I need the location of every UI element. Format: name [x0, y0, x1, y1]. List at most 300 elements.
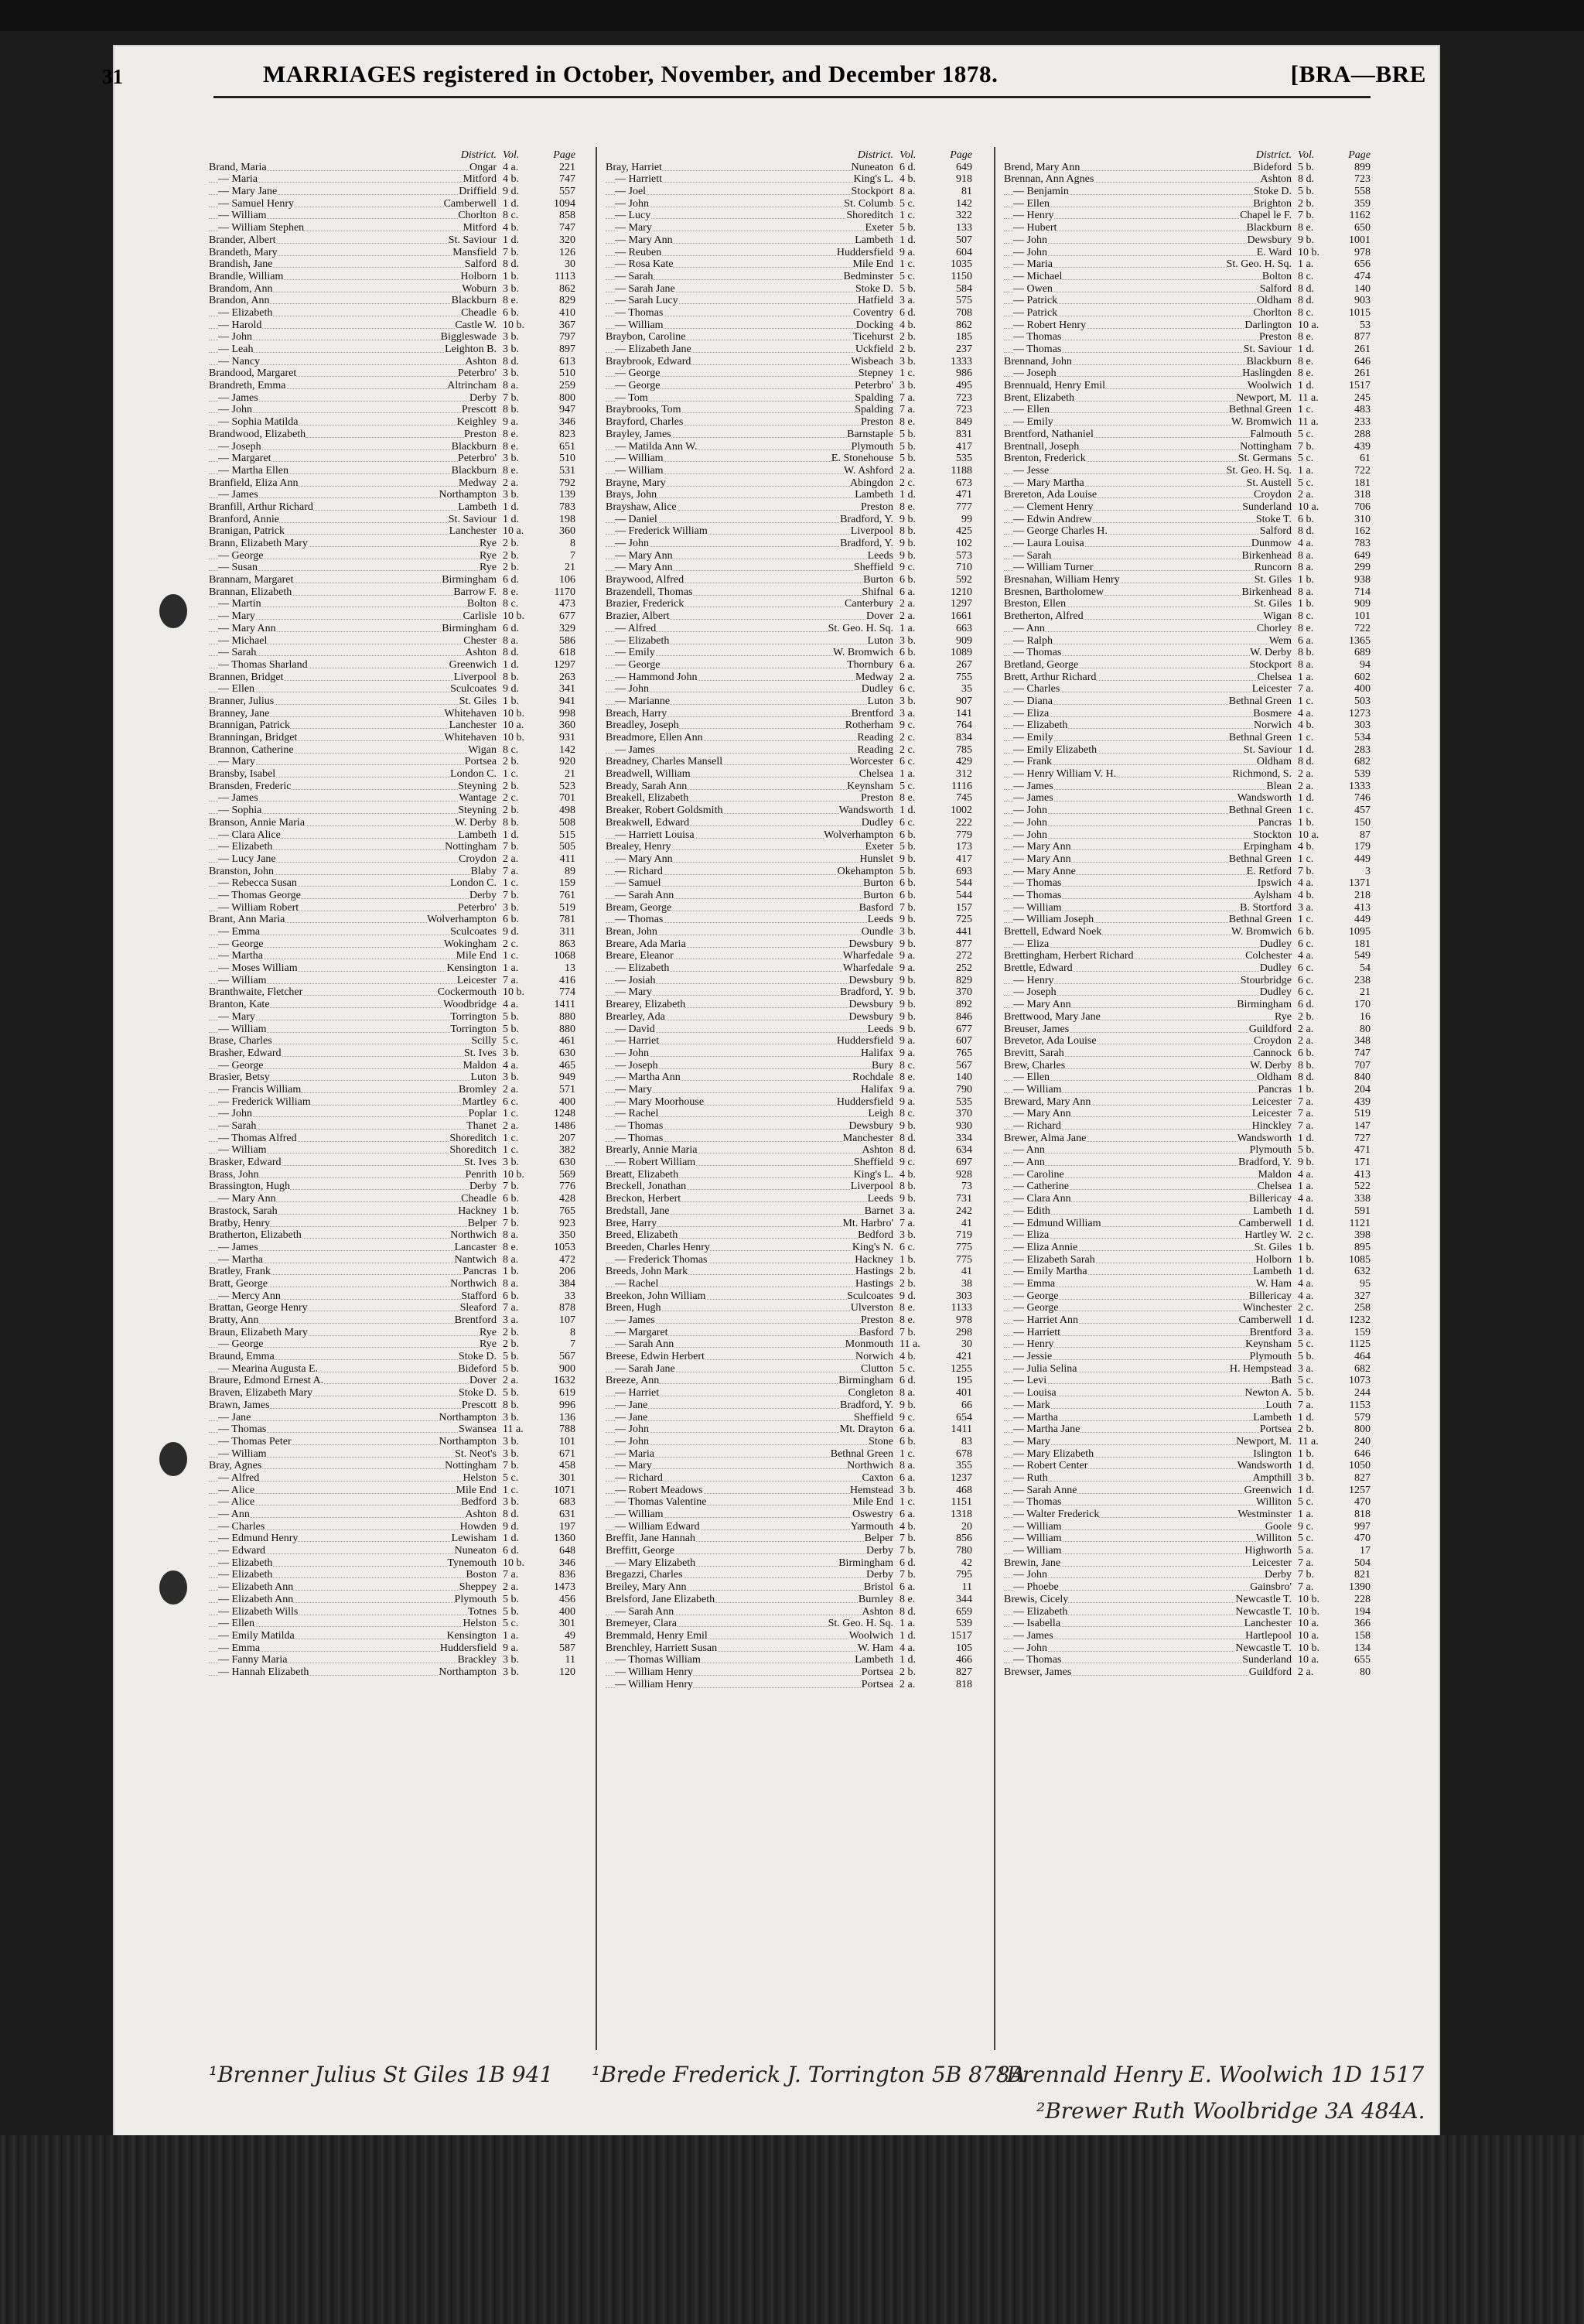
entry-volume: 9 b.: [900, 1193, 934, 1205]
entry-district: E. Stonehouse: [831, 453, 893, 465]
entry-volume: 8 e.: [900, 1302, 934, 1314]
index-entry: [209, 732, 575, 744]
entry-volume: 7 a.: [503, 866, 537, 878]
entry-district: Whitehaven: [444, 732, 497, 743]
entry-name: — Ellen: [1013, 404, 1050, 416]
entry-district: Sheppey: [459, 1581, 497, 1594]
entry-page: 1297: [937, 598, 972, 610]
entry-district: Sunderland: [1242, 501, 1292, 513]
entry-name: — James: [218, 391, 258, 404]
entry-page: 634: [937, 1144, 972, 1157]
entry-volume: 6 b.: [900, 829, 934, 842]
entry-volume: 8 e.: [1298, 331, 1332, 343]
entry-page: 849: [937, 416, 972, 429]
entry-district: B. Stortford: [1240, 901, 1292, 914]
entry-district: Portsea: [861, 1666, 893, 1678]
index-entry: [606, 343, 972, 356]
entry-page: 1360: [540, 1533, 575, 1545]
entry-district: Bradford, Y.: [840, 1399, 893, 1411]
entry-volume: 1 a.: [503, 962, 537, 975]
index-entry: [1004, 1193, 1371, 1205]
entry-volume: 10 b.: [1298, 247, 1332, 259]
entry-page: 997: [1335, 1521, 1371, 1533]
entry-name: — Mary Ann: [615, 234, 673, 246]
entry-volume: 1 c.: [900, 258, 934, 271]
entry-volume: 3 b.: [503, 1157, 537, 1169]
index-entry: [606, 768, 972, 781]
entry-name: Brazendell, Thomas: [606, 586, 693, 598]
index-entry: [209, 562, 575, 574]
entry-name: — Jane: [218, 1411, 251, 1423]
entry-page: 779: [937, 829, 972, 842]
entry-name: — Elizabeth Jane: [615, 343, 691, 355]
entry-district: Peterbro': [458, 367, 497, 380]
entry-page: 16: [1335, 1011, 1371, 1024]
entry-district: Plymouth: [1249, 1144, 1292, 1157]
entry-volume: 3 b.: [900, 1485, 934, 1497]
entry-volume: 4 b.: [900, 1351, 934, 1363]
entry-page: 197: [540, 1521, 575, 1533]
entry-page: 880: [540, 1011, 575, 1024]
entry-district: Chorlton: [1253, 306, 1292, 319]
entry-volume: 1 d.: [1298, 380, 1332, 392]
entry-volume: 8 b.: [900, 1181, 934, 1193]
entry-name: — Mary Elizabeth: [615, 1557, 696, 1569]
index-entry: [606, 1157, 972, 1169]
entry-name: Brayley, James: [606, 428, 671, 440]
entry-volume: 3 b.: [503, 343, 537, 356]
entry-page: 327: [1335, 1290, 1371, 1303]
entry-name: — Sarah Ann: [615, 889, 674, 901]
entry-volume: 3 a.: [900, 708, 934, 720]
entry-district: Darlington: [1244, 319, 1292, 331]
entry-district: Spalding: [855, 391, 893, 404]
index-entry: [1004, 1666, 1371, 1679]
index-entry: [1004, 416, 1371, 429]
entry-volume: 8 a.: [503, 380, 537, 392]
index-entry: [606, 429, 972, 441]
index-entry: [606, 173, 972, 186]
entry-page: 535: [937, 453, 972, 465]
entry-name: Brandwood, Elizabeth: [209, 428, 306, 440]
entry-name: — Alice: [218, 1484, 255, 1496]
entry-page: 531: [540, 465, 575, 477]
index-entry: [209, 1569, 575, 1581]
entry-name: Breckell, Jonathan: [606, 1181, 687, 1193]
entry-name: Brayford, Charles: [606, 416, 684, 429]
entry-volume: 8 e.: [900, 1071, 934, 1084]
entry-page: 341: [540, 683, 575, 695]
index-entry: [606, 404, 972, 416]
index-entry: [209, 1133, 575, 1145]
entry-name: — John: [1013, 805, 1047, 817]
entry-volume: 10 a.: [1298, 501, 1332, 514]
index-entry: [1004, 247, 1371, 259]
entry-volume: 5 c.: [503, 1618, 537, 1630]
entry-page: 535: [937, 1096, 972, 1109]
entry-district: Luton: [867, 695, 893, 707]
entry-volume: 8 d.: [900, 1606, 934, 1618]
entry-volume: 2 c.: [900, 477, 934, 490]
entry-name: — George Charles H.: [1013, 525, 1108, 538]
entry-page: 237: [937, 343, 972, 356]
entry-name: — James: [615, 743, 655, 756]
entry-name: — Charles: [1013, 683, 1060, 695]
entry-district: Howden: [459, 1520, 497, 1533]
entry-district: Rye: [480, 1338, 497, 1351]
index-entry: [209, 550, 575, 562]
entry-volume: 5 c.: [900, 271, 934, 283]
index-entry: [606, 1460, 972, 1472]
entry-volume: 6 b.: [900, 647, 934, 659]
entry-district: Dudley: [1259, 986, 1292, 999]
index-entry: [606, 320, 972, 332]
index-entry: [1004, 514, 1371, 526]
entry-name: Branston, John: [209, 865, 274, 877]
entry-page: 1151: [937, 1496, 972, 1509]
entry-volume: 8 d.: [900, 1144, 934, 1157]
entry-volume: 3 b.: [1298, 1472, 1332, 1485]
entry-name: Breston, Ellen: [1004, 598, 1067, 610]
entry-name: — Samuel Henry: [218, 197, 294, 210]
entry-district: Penrith: [465, 1168, 497, 1181]
entry-district: Newcastle T.: [1235, 1642, 1292, 1654]
index-entry: [606, 853, 972, 866]
entry-name: Bremmald, Henry Emil: [606, 1629, 708, 1642]
entry-name: Brereton, Ada Louise: [1004, 489, 1098, 501]
entry-page: 1517: [1335, 380, 1371, 392]
entry-name: Breuser, James: [1004, 1023, 1070, 1035]
entry-name: — Thomas: [615, 914, 664, 926]
entry-page: 471: [1335, 1144, 1371, 1157]
entry-volume: 3 a.: [1298, 1327, 1332, 1339]
entry-volume: 5 c.: [900, 1363, 934, 1376]
entry-name: Breakwell, Edward: [606, 816, 690, 829]
index-entry: [606, 1412, 972, 1424]
entry-page: 94: [1335, 659, 1371, 672]
entry-page: 242: [937, 1205, 972, 1218]
entry-volume: 6 b.: [900, 877, 934, 890]
entry-volume: 5 b.: [900, 453, 934, 465]
index-entry: [606, 1096, 972, 1109]
index-entry: [209, 1327, 575, 1339]
entry-page: 360: [540, 719, 575, 732]
entry-page: 384: [540, 1278, 575, 1290]
entry-name: Brelsford, Jane Elizabeth: [606, 1593, 715, 1605]
entry-page: 725: [937, 914, 972, 926]
entry-page: 683: [540, 1496, 575, 1509]
entry-page: 465: [540, 1060, 575, 1072]
entry-page: 198: [540, 514, 575, 526]
entry-name: — Elizabeth Sarah: [1013, 1253, 1095, 1266]
entry-page: 795: [937, 1569, 972, 1581]
index-entry: [1004, 1108, 1371, 1120]
entry-name: Brasier, Betsy: [209, 1071, 270, 1084]
entry-name: — Ann: [218, 1509, 250, 1520]
entry-volume: 5 c.: [503, 1035, 537, 1048]
entry-district: Oldham: [1256, 1071, 1292, 1084]
entry-district: Exeter: [865, 841, 893, 853]
entry-page: 99: [937, 514, 972, 526]
index-entry: [606, 890, 972, 902]
entry-name: Brant, Ann Maria: [209, 914, 285, 926]
entry-page: 41: [937, 1266, 972, 1278]
entry-name: — James: [218, 489, 258, 501]
index-entry: [606, 1327, 972, 1339]
entry-name: — William: [218, 210, 267, 222]
index-entry: [1004, 1594, 1371, 1606]
index-entry: [606, 1060, 972, 1072]
entry-page: 677: [937, 1024, 972, 1036]
entry-page: 400: [1335, 683, 1371, 695]
entry-page: 359: [1335, 198, 1371, 210]
entry-page: 996: [540, 1400, 575, 1412]
entry-name: — Laura Louisa: [1013, 538, 1084, 549]
entry-volume: 10 b.: [1298, 1606, 1332, 1618]
index-entry: [606, 380, 972, 392]
entry-page: 508: [540, 817, 575, 829]
index-entry: [209, 708, 575, 720]
entry-district: Stoke D.: [855, 282, 893, 295]
entry-name: Branney, Jane: [209, 707, 270, 719]
column-header-row: [606, 149, 972, 162]
entry-name: — James: [218, 1241, 258, 1253]
index-entry: [606, 1448, 972, 1461]
entry-page: 441: [937, 926, 972, 938]
entry-page: 659: [937, 1606, 972, 1618]
entry-district: Wandsworth: [1237, 792, 1292, 805]
entry-page: 417: [937, 441, 972, 453]
index-entry: [606, 1630, 972, 1642]
entry-page: 746: [1335, 792, 1371, 805]
entry-volume: 1 c.: [900, 1448, 934, 1461]
entry-district: Peterbro': [458, 453, 497, 465]
entry-volume: 6 a.: [900, 1472, 934, 1485]
entry-volume: 1 c.: [1298, 914, 1332, 926]
entry-name: Branigan, Patrick: [209, 525, 285, 538]
entry-page: 827: [1335, 1472, 1371, 1485]
entry-name: Breeden, Charles Henry: [606, 1241, 710, 1253]
index-entry: [1004, 1618, 1371, 1630]
entry-page: 181: [1335, 477, 1371, 490]
entry-district: Bedminster: [843, 270, 893, 282]
entry-page: 401: [937, 1387, 972, 1400]
entry-district: Colchester: [1245, 950, 1292, 962]
entry-district: Blackburn: [451, 440, 497, 453]
entry-page: 106: [540, 574, 575, 586]
index-entry: [209, 234, 575, 247]
entry-volume: 6 b.: [503, 1290, 537, 1303]
entry-name: — James: [615, 1314, 655, 1326]
entry-district: Luton: [470, 1071, 497, 1084]
entry-page: 348: [1335, 1035, 1371, 1048]
entry-page: 142: [937, 198, 972, 210]
index-entry: [606, 392, 972, 405]
entry-volume: 1 b.: [1298, 1084, 1332, 1096]
entry-name: — Sarah: [218, 1120, 257, 1132]
entry-district: Burton: [863, 877, 893, 890]
entry-page: 495: [937, 380, 972, 392]
entry-name: — Mary Ann: [1013, 1108, 1071, 1120]
entry-volume: 1 b.: [503, 695, 537, 708]
entry-page: 827: [937, 1666, 972, 1679]
entry-page: 1002: [937, 805, 972, 817]
dot-leader: [606, 392, 893, 402]
entry-volume: 1 b.: [1298, 1254, 1332, 1266]
entry-page: 221: [540, 162, 575, 174]
entry-volume: 9 c.: [900, 1157, 934, 1169]
entry-volume: 8 c.: [503, 210, 537, 222]
entry-district: Holborn: [1255, 1253, 1292, 1266]
entry-volume: 1 d.: [503, 514, 537, 526]
entry-district: Northampton: [439, 489, 497, 501]
index-entry: [209, 1108, 575, 1120]
entry-district: W. Ham: [1255, 1277, 1292, 1290]
entry-district: Hatfield: [858, 295, 893, 307]
index-entry: [1004, 1254, 1371, 1266]
index-entry: [209, 1338, 575, 1351]
entry-name: — David: [615, 1023, 655, 1035]
index-entry: [209, 1400, 575, 1412]
entry-volume: 9 c.: [900, 719, 934, 732]
entry-page: 1116: [937, 781, 972, 793]
index-entry: [209, 647, 575, 659]
entry-page: 272: [937, 950, 972, 962]
entry-page: 862: [937, 320, 972, 332]
index-entry: [1004, 1654, 1371, 1666]
index-entry: [606, 817, 972, 829]
entry-district: Newport, M.: [1236, 1435, 1292, 1447]
entry-page: 207: [540, 1133, 575, 1145]
entry-district: Ongar: [469, 161, 497, 173]
entry-page: 619: [540, 1387, 575, 1400]
index-entry: [1004, 538, 1371, 550]
entry-page: 1050: [1335, 1460, 1371, 1472]
index-entry: [209, 635, 575, 648]
entry-name: — Elizabeth: [1013, 1605, 1068, 1618]
entry-name: Breffitt, George: [606, 1545, 674, 1557]
entry-volume: 3 b.: [503, 1071, 537, 1084]
entry-district: Leicester: [456, 974, 497, 986]
entry-name: — Edward: [218, 1545, 266, 1557]
entry-name: Braybon, Caroline: [606, 331, 686, 343]
entry-volume: 8 e.: [900, 1594, 934, 1606]
entry-name: — Mary Jane: [218, 186, 278, 198]
entry-volume: 3 b.: [503, 1654, 537, 1666]
entry-name: — Ralph: [1013, 634, 1053, 647]
entry-volume: 2 b.: [503, 781, 537, 793]
entry-page: 1486: [540, 1120, 575, 1133]
entry-page: 765: [540, 1205, 575, 1218]
entry-volume: 6 c.: [900, 1242, 934, 1254]
entry-volume: 9 b.: [900, 999, 934, 1011]
entry-page: 468: [937, 1485, 972, 1497]
index-entry: [606, 1666, 972, 1679]
entry-volume: 1 c.: [503, 877, 537, 890]
entry-volume: 3 b.: [900, 1229, 934, 1242]
entry-name: Bratherton, Elizabeth: [209, 1229, 302, 1242]
entry-district: Wem: [1268, 634, 1292, 647]
entry-name: — William: [1013, 901, 1062, 914]
entry-district: Stoke D.: [459, 1387, 497, 1400]
entry-page: 449: [1335, 914, 1371, 926]
entry-district: Tynemouth: [447, 1557, 497, 1569]
entry-district: Rye: [480, 549, 497, 562]
index-entry: [1004, 222, 1371, 234]
entry-volume: 1 c.: [503, 1133, 537, 1145]
entry-district: Westminster: [1238, 1509, 1292, 1520]
index-entry: [209, 1436, 575, 1448]
entry-page: 483: [1335, 404, 1371, 416]
entry-volume: 8 a.: [900, 186, 934, 198]
index-entry: [209, 623, 575, 635]
index-entry: [606, 841, 972, 853]
entry-page: 573: [937, 550, 972, 562]
entry-page: 252: [937, 962, 972, 975]
index-entry: [209, 1545, 575, 1557]
entry-volume: 2 c.: [900, 732, 934, 744]
index-entry: [209, 1278, 575, 1290]
index-entry: [1004, 914, 1371, 926]
entry-volume: 8 d.: [1298, 1071, 1332, 1084]
entry-name: — Thomas: [1013, 647, 1062, 659]
entry-volume: 1 d.: [900, 805, 934, 817]
entry-name: Brannen, Bridget: [209, 671, 284, 683]
entry-volume: 4 a.: [503, 999, 537, 1011]
index-column: [606, 149, 972, 1690]
index-entry: [1004, 392, 1371, 405]
index-entry: [606, 234, 972, 247]
entry-volume: 1 b.: [1298, 817, 1332, 829]
entry-name: — Ellen: [218, 683, 255, 695]
entry-page: 575: [937, 295, 972, 307]
index-entry: [209, 283, 575, 296]
entry-volume: 8 a.: [1298, 550, 1332, 562]
index-entry: [1004, 719, 1371, 732]
entry-district: Preston: [861, 501, 893, 513]
entry-volume: 7 b.: [503, 1218, 537, 1230]
index-entry: [209, 1035, 575, 1048]
entry-district: Bromley: [459, 1083, 497, 1095]
entry-name: — Joseph: [615, 1059, 658, 1071]
index-entry: [1004, 1205, 1371, 1218]
entry-page: 472: [540, 1254, 575, 1266]
entry-district: Newcastle T.: [1235, 1593, 1292, 1605]
entry-page: 21: [540, 768, 575, 781]
entry-district: W. Derby: [455, 816, 497, 829]
entry-district: W. Bromwich: [1231, 926, 1292, 938]
entry-page: 20: [937, 1521, 972, 1533]
index-entry: [209, 1581, 575, 1594]
entry-volume: 9 b.: [900, 1120, 934, 1133]
entry-name: — John: [1013, 829, 1047, 841]
entry-name: — Isabella: [1013, 1618, 1061, 1630]
entry-name: — Reuben: [615, 246, 662, 258]
entry-volume: 6 c.: [1298, 962, 1332, 975]
entry-district: St. Austell: [1246, 477, 1292, 489]
entry-volume: 7 a.: [1298, 1096, 1332, 1109]
entry-page: 139: [540, 489, 575, 501]
entry-name: — George: [218, 1059, 264, 1071]
entry-district: Totnes: [467, 1605, 497, 1618]
entry-name: Breaker, Robert Goldsmith: [606, 805, 723, 817]
entry-page: 1015: [1335, 307, 1371, 320]
entry-district: Cannock: [1253, 1047, 1292, 1059]
entry-page: 708: [937, 307, 972, 320]
entry-page: 322: [937, 210, 972, 222]
entry-volume: 7 b.: [900, 1327, 934, 1339]
entry-page: 95: [1335, 1278, 1371, 1290]
